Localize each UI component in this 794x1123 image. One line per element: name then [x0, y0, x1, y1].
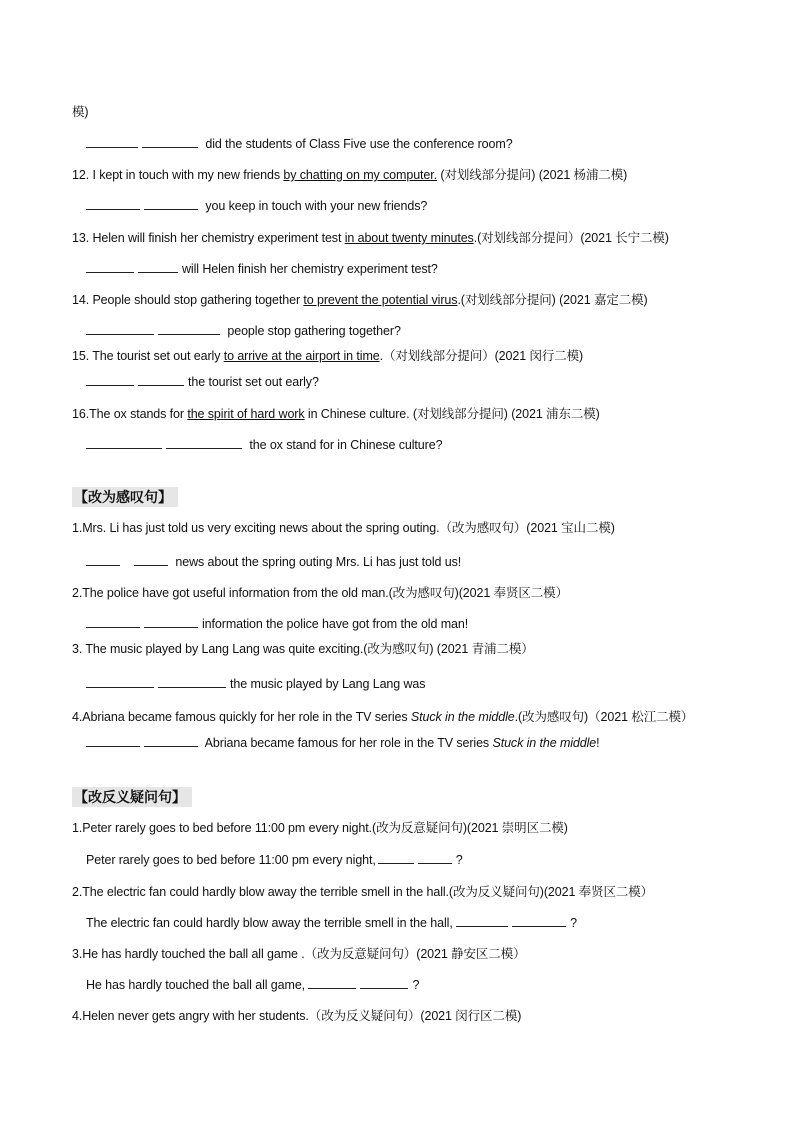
answer-blank[interactable]: [166, 437, 242, 449]
question-12: [72, 167, 627, 183]
answer-blank[interactable]: [86, 323, 154, 335]
answer-blank[interactable]: [144, 198, 198, 210]
exclamation-question-3: 3. The music played by Lang Lang was quite exciting.(改为感叹句) (2021 青浦二模）: [72, 642, 534, 656]
series-title: Stuck in the middle: [492, 736, 597, 750]
answer-text: Peter rarely goes to bed before 11:00 pm every night,: [86, 853, 376, 867]
answer-blank[interactable]: [456, 915, 508, 927]
answer-line-14: [86, 323, 401, 339]
answer-blank[interactable]: [142, 136, 198, 148]
exclamation-question-4: [72, 709, 693, 725]
tag-answer-3: [86, 977, 419, 993]
answer-blank[interactable]: [158, 676, 226, 688]
answer-text: you keep in touch with your new friends?: [202, 199, 428, 213]
answer-blank[interactable]: [158, 323, 220, 335]
exclamation-answer-3: [86, 676, 425, 692]
answer-text: the tourist set out early?: [188, 375, 319, 389]
underlined-phrase: in about twenty minutes: [344, 231, 474, 245]
series-title: Stuck in the middle: [410, 710, 515, 724]
answer-blank[interactable]: [86, 616, 140, 628]
answer-blank[interactable]: [86, 676, 154, 688]
question-15: [72, 348, 583, 364]
answer-text: people stop gathering together?: [224, 324, 401, 338]
underlined-phrase: to arrive at the airport in time: [223, 349, 380, 363]
tag-answer-1: [86, 852, 463, 868]
answer-blank[interactable]: [86, 198, 140, 210]
question-text: 16.The ox stands for: [72, 407, 188, 421]
answer-blank[interactable]: [378, 852, 414, 864]
answer-text: will Helen finish her chemistry experiment test?: [182, 262, 438, 276]
question-note: .(对划线部分提问) (2021 嘉定二模): [457, 293, 648, 307]
tag-question-4: 4.Helen never gets angry with her students.（改为反义疑问句）(2021 闵行区二模): [72, 1009, 522, 1023]
answer-text: the music played by Lang Lang was: [230, 677, 426, 691]
answer-blank[interactable]: [86, 261, 134, 273]
tag-question-2: 2.The electric fan could hardly blow away the terrible smell in the hall.(改为反义疑问句)(2021 奉贤区二模）: [72, 885, 654, 899]
answer-text: The electric fan could hardly blow away the terrible smell in the hall,: [86, 916, 457, 930]
underlined-phrase: by chatting on my computer.: [283, 168, 438, 182]
question-note: (对划线部分提问) (2021 杨浦二模): [437, 168, 628, 182]
question-16: [72, 406, 600, 422]
exclamation-answer-2: [86, 616, 468, 632]
answer-line-16: [86, 437, 442, 453]
answer-punctuation: ?: [570, 916, 577, 930]
exclamation-question-2: 2.The police have got useful information from the old man.(改为感叹句)(2021 奉贤区二模）: [72, 586, 568, 600]
underlined-phrase: to prevent the potential virus: [303, 293, 458, 307]
answer-text: He has hardly touched the ball all game,: [86, 978, 309, 992]
section-heading-tag-question: 【改反义疑问句】: [72, 787, 192, 807]
answer-blank[interactable]: [308, 977, 356, 989]
continued-text: 模): [72, 105, 89, 119]
question-text: 15. The tourist set out early: [72, 349, 224, 363]
answer-punctuation: !: [596, 736, 600, 750]
question-14: [72, 292, 648, 308]
answer-blank[interactable]: [86, 136, 138, 148]
answer-blank[interactable]: [360, 977, 408, 989]
answer-blank[interactable]: [138, 374, 184, 386]
answer-blank[interactable]: [86, 437, 162, 449]
answer-blank[interactable]: [144, 616, 198, 628]
answer-text: did the students of Class Five use the conference room?: [202, 137, 513, 151]
question-note: .(改为感叹句)（2021 松江二模）: [514, 710, 694, 724]
exclamation-question-1: 1.Mrs. Li has just told us very exciting news about the spring outing.（改为感叹句）(2021 宝山二模): [72, 521, 615, 535]
answer-blank[interactable]: [86, 374, 134, 386]
question-text: 4.Abriana became famous quickly for her role in the TV series: [72, 710, 411, 724]
answer-blank[interactable]: [512, 915, 566, 927]
underlined-phrase: the spirit of hard work: [187, 407, 305, 421]
question-text: 13. Helen will finish her chemistry experiment test: [72, 231, 345, 245]
answer-text: Abriana became famous for her role in the TV series: [202, 736, 493, 750]
answer-text: information the police have got from the old man!: [202, 617, 469, 631]
question-text: 12. I kept in touch with my new friends: [72, 168, 284, 182]
answer-blank[interactable]: [86, 554, 120, 566]
answer-text: news about the spring outing Mrs. Li has just told us!: [172, 555, 462, 569]
answer-blank[interactable]: [134, 554, 168, 566]
exclamation-answer-4: [86, 735, 600, 751]
answer-blank[interactable]: [418, 852, 452, 864]
question-text: 14. People should stop gathering together: [72, 293, 304, 307]
question-note: in Chinese culture. (对划线部分提问) (2021 浦东二模): [304, 407, 600, 421]
question-13: [72, 230, 669, 246]
question-note: .（对划线部分提问）(2021 闵行二模): [379, 349, 584, 363]
section-heading-exclamation: 【改为感叹句】: [72, 487, 178, 507]
answer-line-15: [86, 374, 319, 390]
answer-blank[interactable]: [138, 261, 178, 273]
answer-line-13: [86, 261, 438, 277]
exclamation-answer-1: [86, 554, 461, 570]
answer-line-12: [86, 198, 427, 214]
tag-question-1: 1.Peter rarely goes to bed before 11:00 pm every night.(改为反意疑问句)(2021 崇明区二模): [72, 821, 568, 835]
question-note: .(对划线部分提问）(2021 长宁二模): [473, 231, 669, 245]
answer-punctuation: ?: [455, 853, 463, 867]
answer-line-11: [86, 136, 513, 152]
answer-blank[interactable]: [86, 735, 140, 747]
answer-text: the ox stand for in Chinese culture?: [246, 438, 443, 452]
tag-question-3: 3.He has hardly touched the ball all game .（改为反意疑问句）(2021 静安区二模）: [72, 947, 526, 961]
tag-answer-2: [86, 915, 577, 931]
answer-punctuation: ?: [412, 978, 420, 992]
answer-blank[interactable]: [144, 735, 198, 747]
